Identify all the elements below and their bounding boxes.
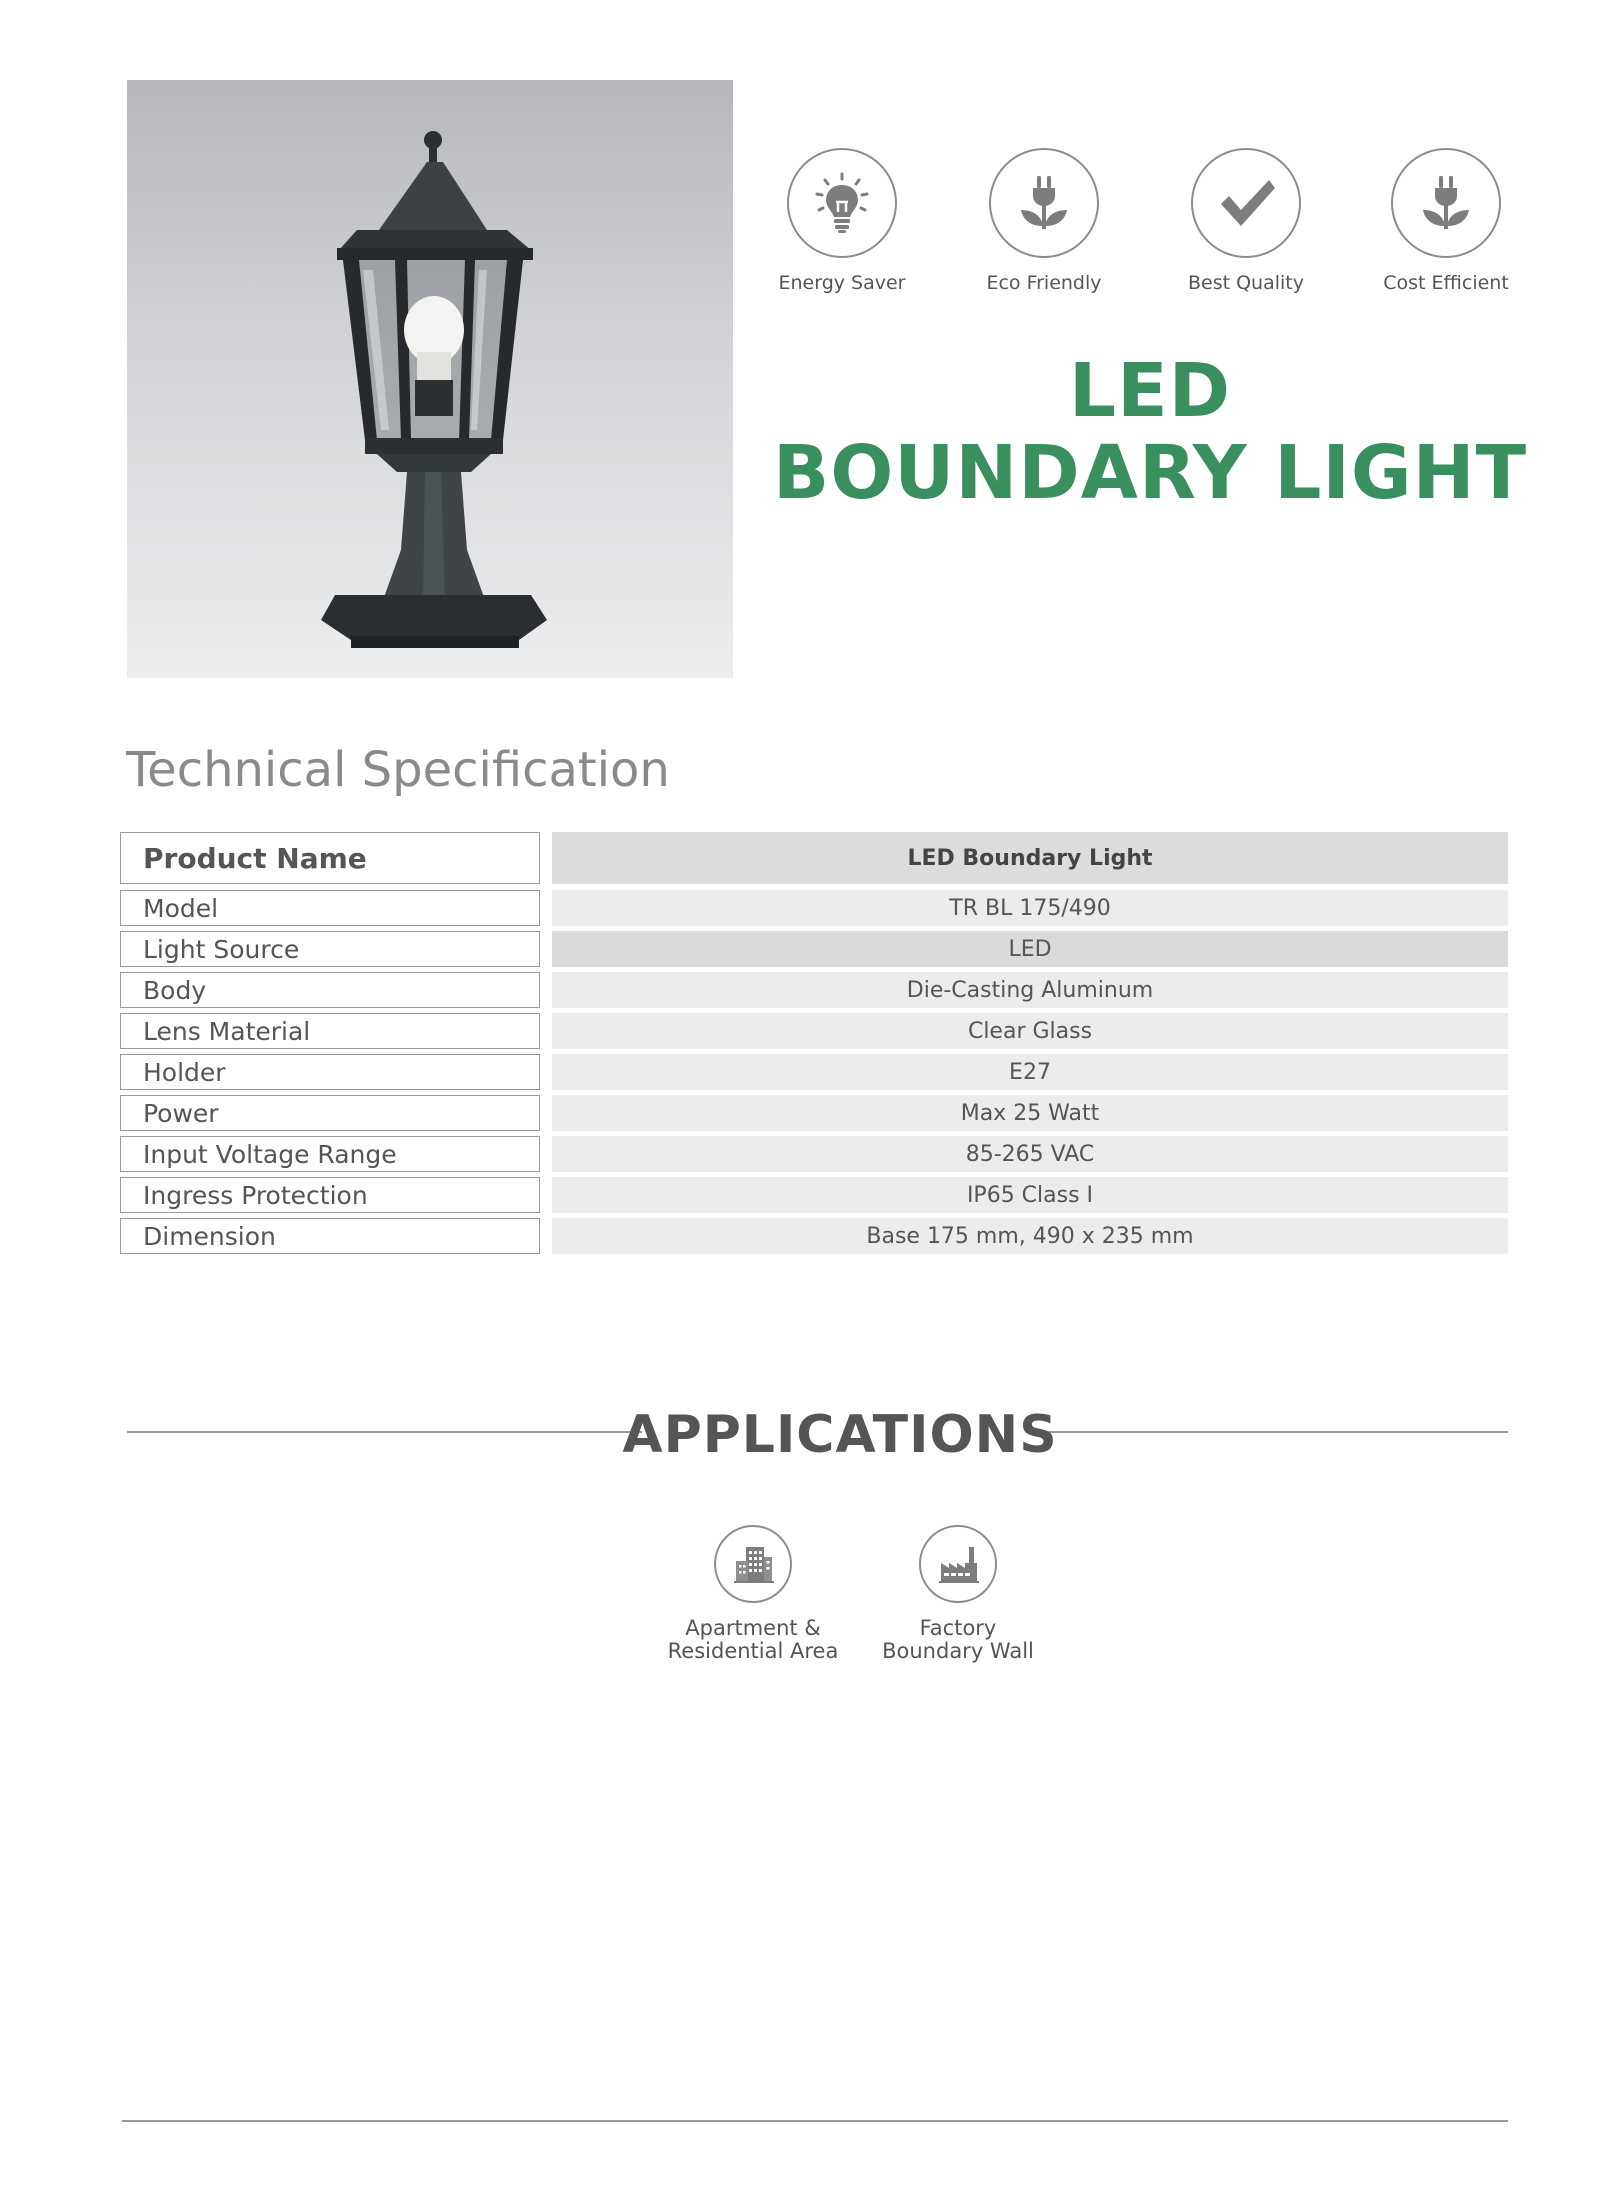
spec-label: Model [120, 890, 540, 926]
spec-value: Die-Casting Aluminum [552, 972, 1508, 1008]
application-label-line-1: Factory [919, 1616, 997, 1640]
application-label-line-1: Apartment & [685, 1616, 821, 1640]
application-apartment [643, 1525, 863, 1663]
spec-label: Power [120, 1095, 540, 1131]
spec-row [120, 1013, 1508, 1049]
lightbulb-icon [807, 168, 877, 238]
spec-row-product-name [120, 832, 1508, 884]
spec-value: IP65 Class I [552, 1177, 1508, 1213]
spec-row [120, 1095, 1508, 1131]
applications-heading: APPLICATIONS [622, 1405, 1058, 1465]
spec-label: Product Name [120, 832, 540, 884]
spec-label: Body [120, 972, 540, 1008]
footer-divider [122, 2120, 1508, 2122]
product-photo [127, 80, 733, 678]
apartment-badge [714, 1525, 792, 1603]
checkmark-icon [1211, 168, 1281, 238]
product-title-line-2: BOUNDARY LIGHT [772, 430, 1528, 516]
cost-efficient-badge [1391, 148, 1501, 258]
feature-energy-saver [752, 148, 932, 294]
spec-label: Ingress Protection [120, 1177, 540, 1213]
spec-row [120, 1054, 1508, 1090]
feature-eco-friendly [954, 148, 1134, 294]
factory-icon [933, 1539, 983, 1589]
plug-leaf-icon [1411, 168, 1481, 238]
spec-value: TR BL 175/490 [552, 890, 1508, 926]
apartment-building-icon [728, 1539, 778, 1589]
feature-best-quality [1156, 148, 1336, 294]
energy-saver-badge [787, 148, 897, 258]
eco-friendly-badge [989, 148, 1099, 258]
factory-badge [919, 1525, 997, 1603]
spec-row [120, 931, 1508, 967]
best-quality-badge [1191, 148, 1301, 258]
application-label-line-2: Residential Area [667, 1639, 839, 1663]
feature-label: Energy Saver [778, 272, 906, 294]
spec-label: Dimension [120, 1218, 540, 1254]
boundary-lamp-illustration [127, 80, 733, 678]
spec-value: Base 175 mm, 490 x 235 mm [552, 1218, 1508, 1254]
plug-leaf-icon [1009, 168, 1079, 238]
spec-value: LED Boundary Light [552, 832, 1508, 884]
spec-heading: Technical Specification [126, 742, 670, 798]
spec-row [120, 890, 1508, 926]
spec-label: Input Voltage Range [120, 1136, 540, 1172]
spec-row [120, 1136, 1508, 1172]
spec-label: Lens Material [120, 1013, 540, 1049]
product-title [760, 350, 1540, 514]
spec-value: Max 25 Watt [552, 1095, 1508, 1131]
application-factory [848, 1525, 1068, 1663]
spec-value: 85-265 VAC [552, 1136, 1508, 1172]
feature-cost-efficient [1356, 148, 1536, 294]
spec-value: Clear Glass [552, 1013, 1508, 1049]
spec-row [120, 972, 1508, 1008]
spec-row [120, 1218, 1508, 1254]
feature-label: Cost Efficient [1383, 272, 1509, 294]
product-title-line-1: LED [1068, 348, 1232, 434]
spec-row [120, 1177, 1508, 1213]
spec-value: LED [552, 931, 1508, 967]
spec-label: Holder [120, 1054, 540, 1090]
spec-value: E27 [552, 1054, 1508, 1090]
application-label-line-2: Boundary Wall [882, 1639, 1034, 1663]
feature-label: Eco Friendly [986, 272, 1102, 294]
feature-label: Best Quality [1187, 272, 1304, 294]
spec-label: Light Source [120, 931, 540, 967]
